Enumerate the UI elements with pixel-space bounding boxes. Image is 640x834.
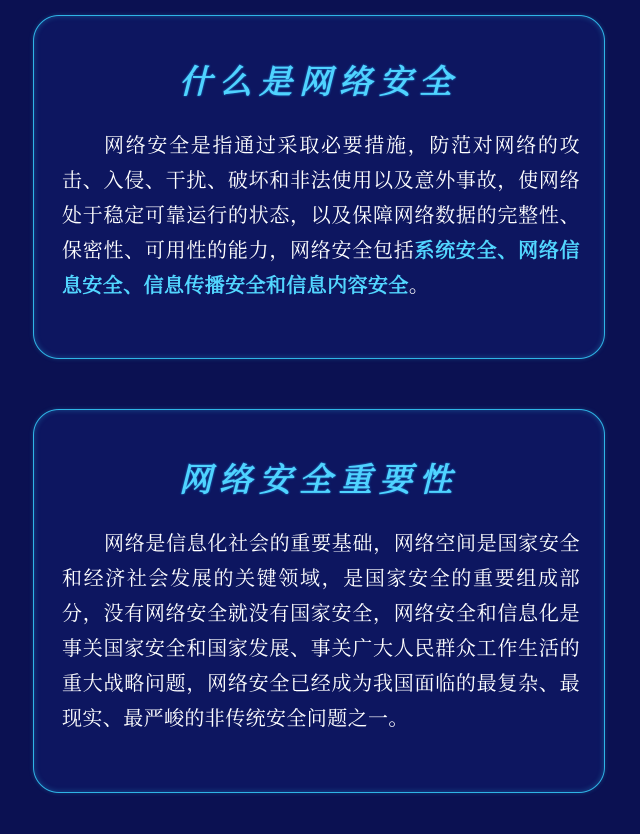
section-paragraph: 网络是信息化社会的重要基础，网络空间是国家安全和经济社会发展的关键领域，是国家安全的重要组成部分，没有网络安全就没有国家安全，网络安全和信息化是事关国家安全和国家发展、事关广大人民群众工作生活的重大战略问题，网络安全已经成为我国面临的最复杂、最现实、最严峻的非传统安全问题之一。: [62, 531, 580, 730]
highlighted-text: 系统安全、网络信息安全、信息传播安全和信息内容安全: [62, 238, 580, 297]
section-title: 什么是网络安全: [179, 62, 459, 101]
section-paragraph: [62, 128, 580, 303]
section-card-importance: [33, 409, 605, 793]
paragraph-end: 。: [408, 273, 430, 297]
paragraph-text: 网络安全是指通过采取必要措施，防范对网络的攻击、入侵、干扰、破坏和非法使用以及意外事故，使网络处于稳定可靠运行的状态，以及保障网络数据的完整性、保密性、可用性的能力，网络安全包括: [62, 133, 580, 262]
section-title: 网络安全重要性: [179, 460, 459, 499]
section-card-what-is-network-security: [33, 15, 605, 359]
